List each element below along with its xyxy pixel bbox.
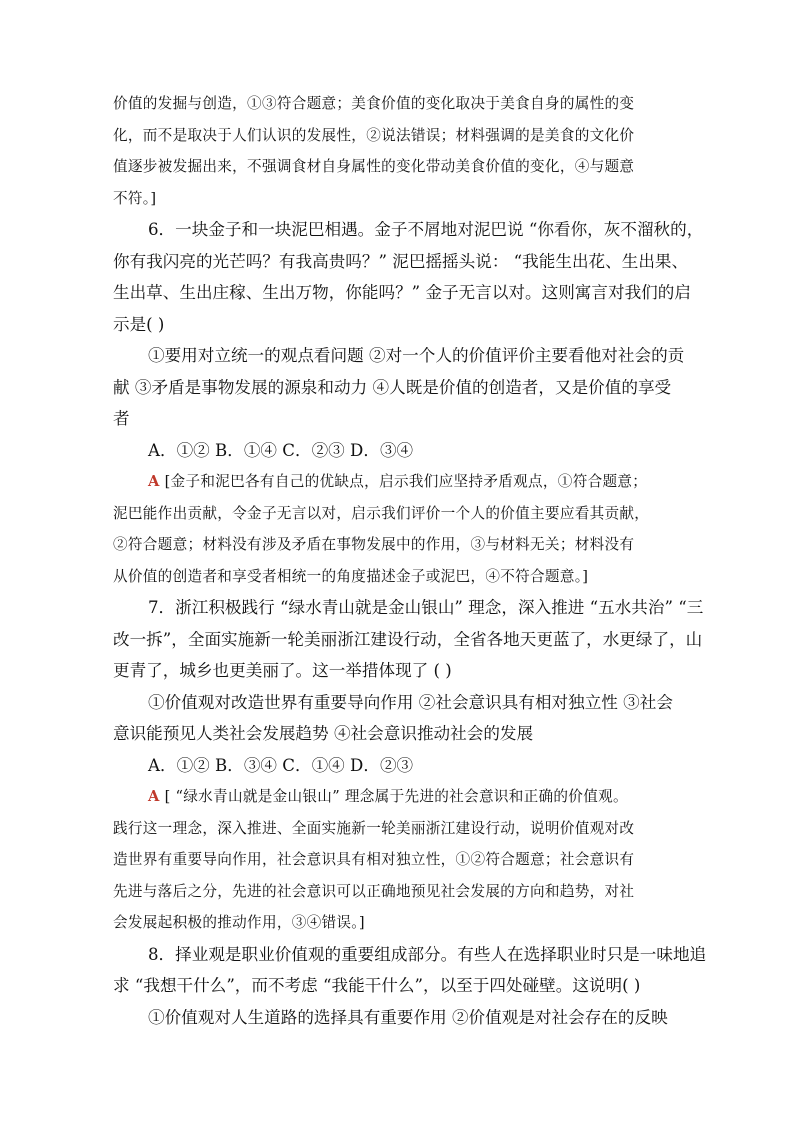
option-line: 者 bbox=[113, 409, 130, 428]
option-line: ①要用对立统一的观点看问题 ②对一个人的价值评价主要看他对社会的贡 bbox=[148, 346, 685, 365]
answer-line: 从价值的创造者和享受者相统一的角度描述金子或泥巴，④不符合题意。] bbox=[113, 567, 589, 585]
answer-line: 造世界有重要导向作用，社会意识具有相对独立性，①②符合题意；社会意识有 bbox=[113, 851, 635, 868]
answer-line: 泥巴能作出贡献，令金子无言以对，启示我们评价一个人的价值主要应看其贡献， bbox=[113, 504, 650, 522]
question-stem-line: 8．择业观是职业价值观的重要组成部分。有些人在选择职业时只是一味地追 bbox=[148, 944, 707, 964]
answer-line: ②符合题意；材料没有涉及矛盾在事物发展中的作用，③与材料无关；材料没有 bbox=[113, 536, 635, 553]
question-stem-line: 7．浙江积极践行 “绿水青山就是金山银山” 理念，深入推进 “五水共治” “三 bbox=[148, 598, 704, 617]
question-stem-line: 6．一块金子和一块泥巴相遇。金子不屑地对泥巴说 “你看你，灰不溜秋的， bbox=[148, 220, 704, 239]
answer-line: 先进与落后之分，先进的社会意识可以正确地预见社会发展的方向和趋势，对社 bbox=[113, 882, 635, 900]
question-stem-line: 改一拆”，全面实施新一轮美丽浙江建设行动，全省各地天更蓝了，水更绿了，山 bbox=[113, 629, 703, 649]
question-stem-line: 更青了，城乡也更美丽了。这一举措体现了 ( ) bbox=[113, 661, 452, 680]
answer-line: 会发展起积极的推动作用，③④错误。] bbox=[113, 914, 365, 931]
question-stem-line: 你有我闪亮的光芒吗？有我高贵吗？” 泥巴摇摇头说： “我能生出花、生出果、 bbox=[113, 251, 689, 271]
answer-text: [ “绿水青山就是金山银山” 理念属于先进的社会意识和正确的价值观。 bbox=[159, 788, 628, 805]
answer-line: 值逐步被发掘出来，不强调食材自身属性的变化带动美食价值的变化，④与题意 bbox=[113, 158, 635, 175]
question-stem-line: 生出草、生出庄稼、生出万物，你能吗？” 金子无言以对。这则寓言对我们的启 bbox=[113, 283, 691, 302]
option-line: 献 ③矛盾是事物发展的源泉和动力 ④人既是价值的创造者，又是价值的享受 bbox=[113, 377, 672, 397]
answer-line bbox=[113, 466, 683, 498]
option-line: ①价值观对人生道路的选择具有重要作用 ②价值观是对社会存在的反映 bbox=[148, 1007, 668, 1027]
question-8 bbox=[113, 939, 707, 1034]
option-line: 意识能预见人类社会发展趋势 ④社会意识推动社会的发展 bbox=[113, 724, 534, 743]
answer-text: [金子和泥巴各有自己的优缺点，启示我们应坚持矛盾观点，①符合题意； bbox=[159, 473, 648, 490]
answer-line: 不符。] bbox=[113, 189, 157, 207]
choices-line: A．①② B．③④ C．①④ D．②③ bbox=[148, 755, 414, 775]
q5-answer-continuation bbox=[113, 88, 683, 214]
choices-line: A．①② B．①④ C．②③ D．③④ bbox=[148, 440, 414, 460]
answer-line: 价值的发掘与创造，①③符合题意；美食价值的变化取决于美食自身的属性的变 bbox=[113, 95, 635, 112]
page-content bbox=[113, 88, 707, 1033]
answer-line bbox=[113, 781, 683, 813]
answer-line: 化，而不是取决于人们认识的发展性，②说法错误；材料强调的是美食的文化价 bbox=[113, 126, 635, 144]
answer-letter: A bbox=[148, 473, 160, 490]
question-6 bbox=[113, 214, 704, 592]
question-stem-line: 求 “我想干什么”，而不考虑 “我能干什么”，以至于四处碰壁。这说明( ) bbox=[113, 976, 641, 995]
question-7 bbox=[113, 592, 704, 939]
answer-letter: A bbox=[148, 788, 160, 805]
option-line: ①价值观对改造世界有重要导向作用 ②社会意识具有相对独立性 ③社会 bbox=[148, 692, 673, 712]
question-stem-line: 示是( ) bbox=[113, 314, 165, 334]
answer-line: 践行这一理念，深入推进、全面实施新一轮美丽浙江建设行动，说明价值观对改 bbox=[113, 819, 635, 837]
